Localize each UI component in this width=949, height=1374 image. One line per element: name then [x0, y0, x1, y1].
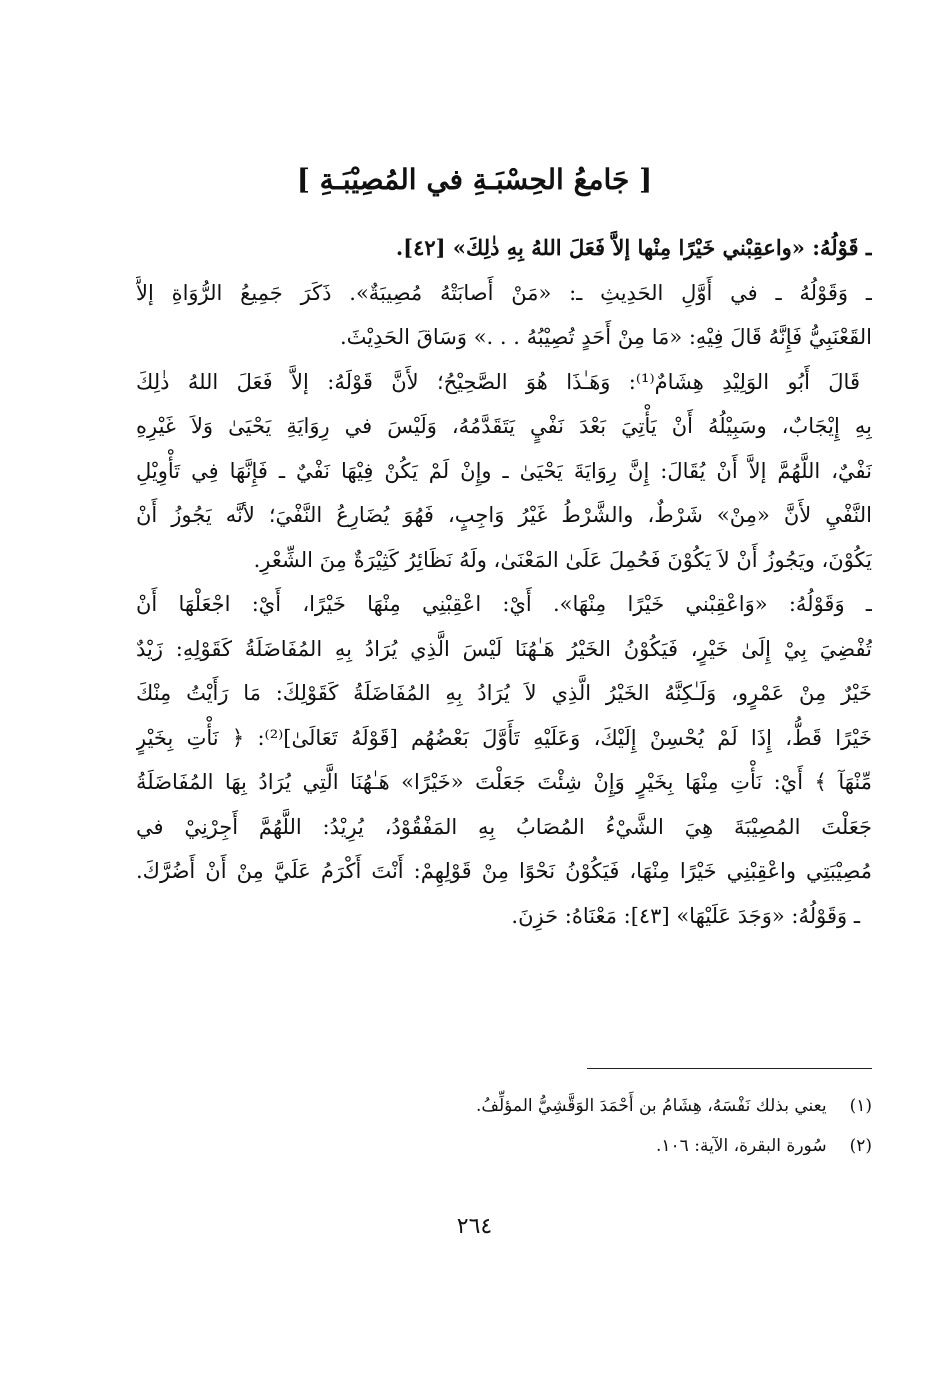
text-line: مِّنْهَآ ﴾ أَيْ: نَأْتِ مِنْهَا بِخَيْرٍ وَإِنْ شِئْتَ جَعَلْتَ «خَيْرًا» هَـٰهُنَا الَّتِي يُرَادُ بِهَا المُفَاضَلَةُ	[136, 770, 872, 794]
text-line: خَيْرٌ مِنْ عَمْرٍو، وَلَـٰكِنَّهُ الخَيْرُ الَّذِي لاَ يُرَادُ بِهِ المُفَاضَلَةُ كَقَوْلِكَ: مَا رَأَيْتُ مِنْكَ	[136, 681, 872, 705]
text-line: خَيْرًا قَطُّ، إِذَا لَمْ يُحْسِنْ إِلَيْكَ، وَعَلَيْهِ تَأَوَّلَ بَعْضُهُم [قَوْلَهُ تَعَالَىٰ]⁽²⁾: ﴿ نَأْتِ بِخَيْرٍ	[136, 725, 872, 750]
footnote-text: سُورة البقرة، الآية: ١٠٦.	[656, 1136, 827, 1156]
text-line: تُفْضِيَ بِيْ إِلَىٰ خَيْرٍ، فَيَكُوْنُ الخَيْرُ هَـٰهُنَا لَيْسَ الَّذِي يُرَادُ بِهِ المُفَاضَلَةُ كَقَوْلِهِ: زَيْدٌ	[136, 636, 872, 661]
footnote-number: (١)	[849, 1096, 872, 1116]
text-line: ـ وَقَوْلُهُ: «وَاعْقِبْني خَيْرًا مِنْهَا». أَيْ: اعْقِبْنِي مِنْهَا خَيْرًا، أَيْ: اجْعَلْهَا أَنْ	[136, 592, 872, 616]
text-line: جَعَلْتَ المُصِيْبَةَ هِيَ الشَّيْءُ المُصَابُ بِهِ المَفْقُوْدُ، يُرِيْدُ: اللَّهُمَّ أَجِرْنِيْ في	[136, 814, 872, 839]
text-line: النَّفْيِ لأَنَّ «مِنْ» شَرْطٌ، والشَّرْطُ غَيْرُ وَاجِبٍ، فَهُوَ يُضَارِعُ النَّفْيَ؛ لأنَّه يَجُوزُ أَنْ	[136, 503, 872, 527]
footnote	[136, 1088, 872, 1128]
text-line: مُصِيْبَتِي واعْقِبْنِي خَيْرًا مِنْهَا، فَيَكُوْنُ نَحْوًا مِنْ قَوْلِهِمْ: أَنْتَ أَكْرَمُ عَلَيَّ مِنْ أَنْ أَضُرَّكَ.	[136, 859, 872, 883]
page-number: ٢٦٤	[456, 1214, 493, 1239]
footnote	[136, 1128, 872, 1168]
body-text	[136, 226, 872, 938]
text-line: نَفْيٌ، اللَّهُمَّ إلاَّ أَنْ يُقَالَ: إِنَّ رِوَايَةَ يَحْيَىٰ ـ وإِنْ لَمْ يَكُنْ فِيْهَا نَفْيٌ ـ فَإِنَّهَا فِي تَأْوِيْلِ	[136, 458, 872, 483]
text-line: القَعْنَبِيُّ فَإِنَّهُ قَالَ فِيْهِ: «مَا مِنْ أَحَدٍ تُصِيْبُهُ . . .» وَسَاقَ الحَدِيْثَ.	[339, 325, 872, 349]
text-line: ـ وَقَوْلُهُ ـ في أَوَّلِ الحَدِيثِ ـ: «مَنْ أَصابَتْهُ مُصِيبَةٌ». ذَكَرَ جَمِيعُ الرُّوَاةِ إلاَّ	[136, 280, 872, 305]
text-line: يَكُوْنَ، ويَجُوزُ أَنْ لاَ يَكُوْنَ فَحُمِلَ عَلَىٰ المَعْنَىٰ، ولَهُ نَظَائِرُ كَثِيْرَةٌ مِنَ الشِّعْرِ.	[253, 547, 872, 572]
footnote-number: (٢)	[849, 1136, 872, 1156]
section-title: [ جَامعُ الحِسْبَـةِ في المُصِيْبَـةِ ]	[296, 163, 653, 196]
text-line: ـ قَوْلُهُ: «واعقِبْني خَيْرًا مِنْها إلاَّ فَعَلَ اللهُ بِهِ ذٰلِكَ» [٤٢].	[395, 235, 872, 260]
text-line: ـ وَقَوْلُهُ: «وَجَدَ عَلَيْهَا» [٤٣]: مَعْنَاهُ: حَزِنَ.	[511, 903, 860, 928]
footnote-divider	[587, 1068, 872, 1069]
text-line: قَالَ أَبُو الوَلِيْدِ هِشَامٌ⁽¹⁾: وَهَـٰذَا هُوَ الصَّحِيْحُ؛ لأَنَّ قَوْلَهُ: إلاَّ فَعَلَ اللهُ ذٰلِكَ	[136, 369, 860, 394]
text-line: بِهِ إِيْجَابٌ، وسَبِيْلُهُ أَنْ يَأْتِيَ بَعْدَ نَفْيٍ يَتَقَدَّمُهُ، وَلَيْسَ في رِوَايَةِ يَحْيَىٰ وَلاَ غَيْرِهِ	[136, 414, 872, 438]
footnote-text: يعني بذلك نَفْسَهُ، هِشَامُ بن أَحْمَدَ الوَقَّشِيُّ المؤلِّفُ.	[475, 1096, 827, 1116]
footnotes	[136, 1088, 872, 1168]
